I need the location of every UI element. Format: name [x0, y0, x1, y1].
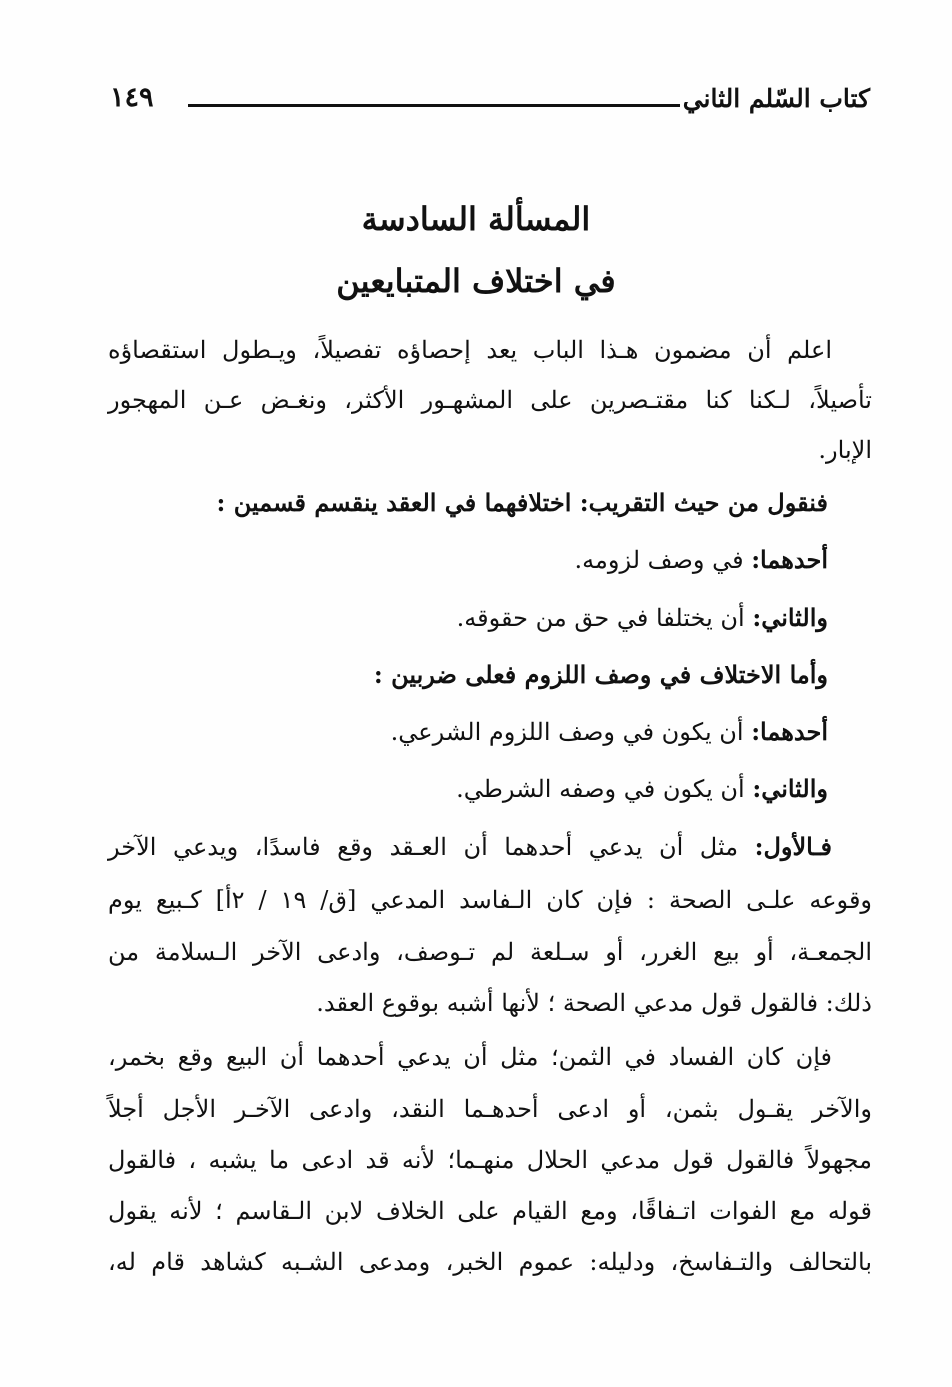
paragraph-4-lead: فـالأول: — [754, 832, 832, 861]
paragraph-3: وأما الاختلاف في وصف اللزوم فعلى ضربين : — [373, 660, 828, 689]
item-4-label: والثاني: — [752, 774, 828, 803]
page-number: ١٤٩ — [110, 82, 154, 113]
paragraph-2: فنقول من حيث التقريب: اختلافهما في العقد ينقسم قسمين : — [216, 488, 828, 517]
item-2-text: أن يختلفا في حق من حقوقه. — [456, 604, 753, 632]
section-title: المسألة السادسة — [361, 200, 591, 238]
item-1-label: أحدهما: — [751, 545, 828, 574]
paragraph-4-line-3: الجمعـة، أو بيع الغرر، أو سـلعة لم تـوصف، وادعى الآخر الـسلامة من — [108, 938, 872, 966]
paragraph-4-line-4: ذلك: فالقول قول مدعي الصحة ؛ لأنها أشبه بوقوع العقد. — [316, 989, 872, 1017]
paragraph-4-line-2: وقوعه علـى الصحة : فإن كان الـفاسد المدعي [ق/ ١٩ / ٢أ] كـبيع يوم — [108, 886, 873, 914]
item-1 — [108, 533, 828, 587]
item-4 — [108, 762, 828, 816]
item-3-text: أن يكون في وصف اللزوم الشرعي. — [390, 718, 752, 746]
item-3-label: أحدهما: — [751, 717, 828, 746]
paragraph-5-line-3: مجهولاً فالقول قول مدعي الحلال منهـما؛ لأنه قد ادعى ما يشبه ، فالقول — [108, 1146, 872, 1174]
paragraph-4-line-1 — [108, 820, 832, 874]
item-3 — [108, 705, 828, 759]
paragraph-4-line-1-text: مثل أن يدعي أحدهما أن العـقد وقع فاسدًا، ويدعي الآخر — [108, 833, 755, 861]
header-rule — [188, 104, 680, 107]
paragraph-1-line-2: تأصيلاً، لـكنا كنا مقتـصرين على المشهـور الأكثر، ونغـض عـن المهجور — [108, 386, 872, 414]
section-subtitle: في اختلاف المتبايعين — [336, 262, 616, 300]
item-1-text: في وصف لزومه. — [574, 546, 752, 574]
paragraph-5-line-1: فإن كان الفساد في الثمن؛ مثل أن يدعي أحدهما أن البيع وقع بخمر، — [108, 1043, 832, 1071]
paragraph-1-line-3: الإبار. — [818, 436, 872, 464]
book-title: كتاب السّلم الثاني — [682, 84, 870, 113]
paragraph-5-line-4: قوله مع الفوات اتـفاقًا، ومع القيام على الخلاف لابن الـقاسم ؛ لأنه يقول — [108, 1197, 872, 1225]
item-2 — [108, 591, 828, 645]
item-4-text: أن يكون في وصفه الشرطي. — [456, 775, 753, 803]
item-2-label: والثاني: — [752, 603, 828, 632]
paragraph-5-line-5: بالتحالف والتـفاسخ، ودليله: عموم الخبر، ومدعى الشـبه كشاهد قام له، — [108, 1248, 872, 1276]
paragraph-5-line-2: والآخر يقـول بثمن، أو ادعى أحدهـما النقد، وادعى الآخـر الأجل أجلاً — [108, 1095, 872, 1123]
running-header — [110, 82, 870, 122]
paragraph-1-line-1: اعلم أن مضمون هـذا الباب يعد إحصاؤه تفصيلاً، ويـطول استقصاؤه — [108, 336, 832, 364]
